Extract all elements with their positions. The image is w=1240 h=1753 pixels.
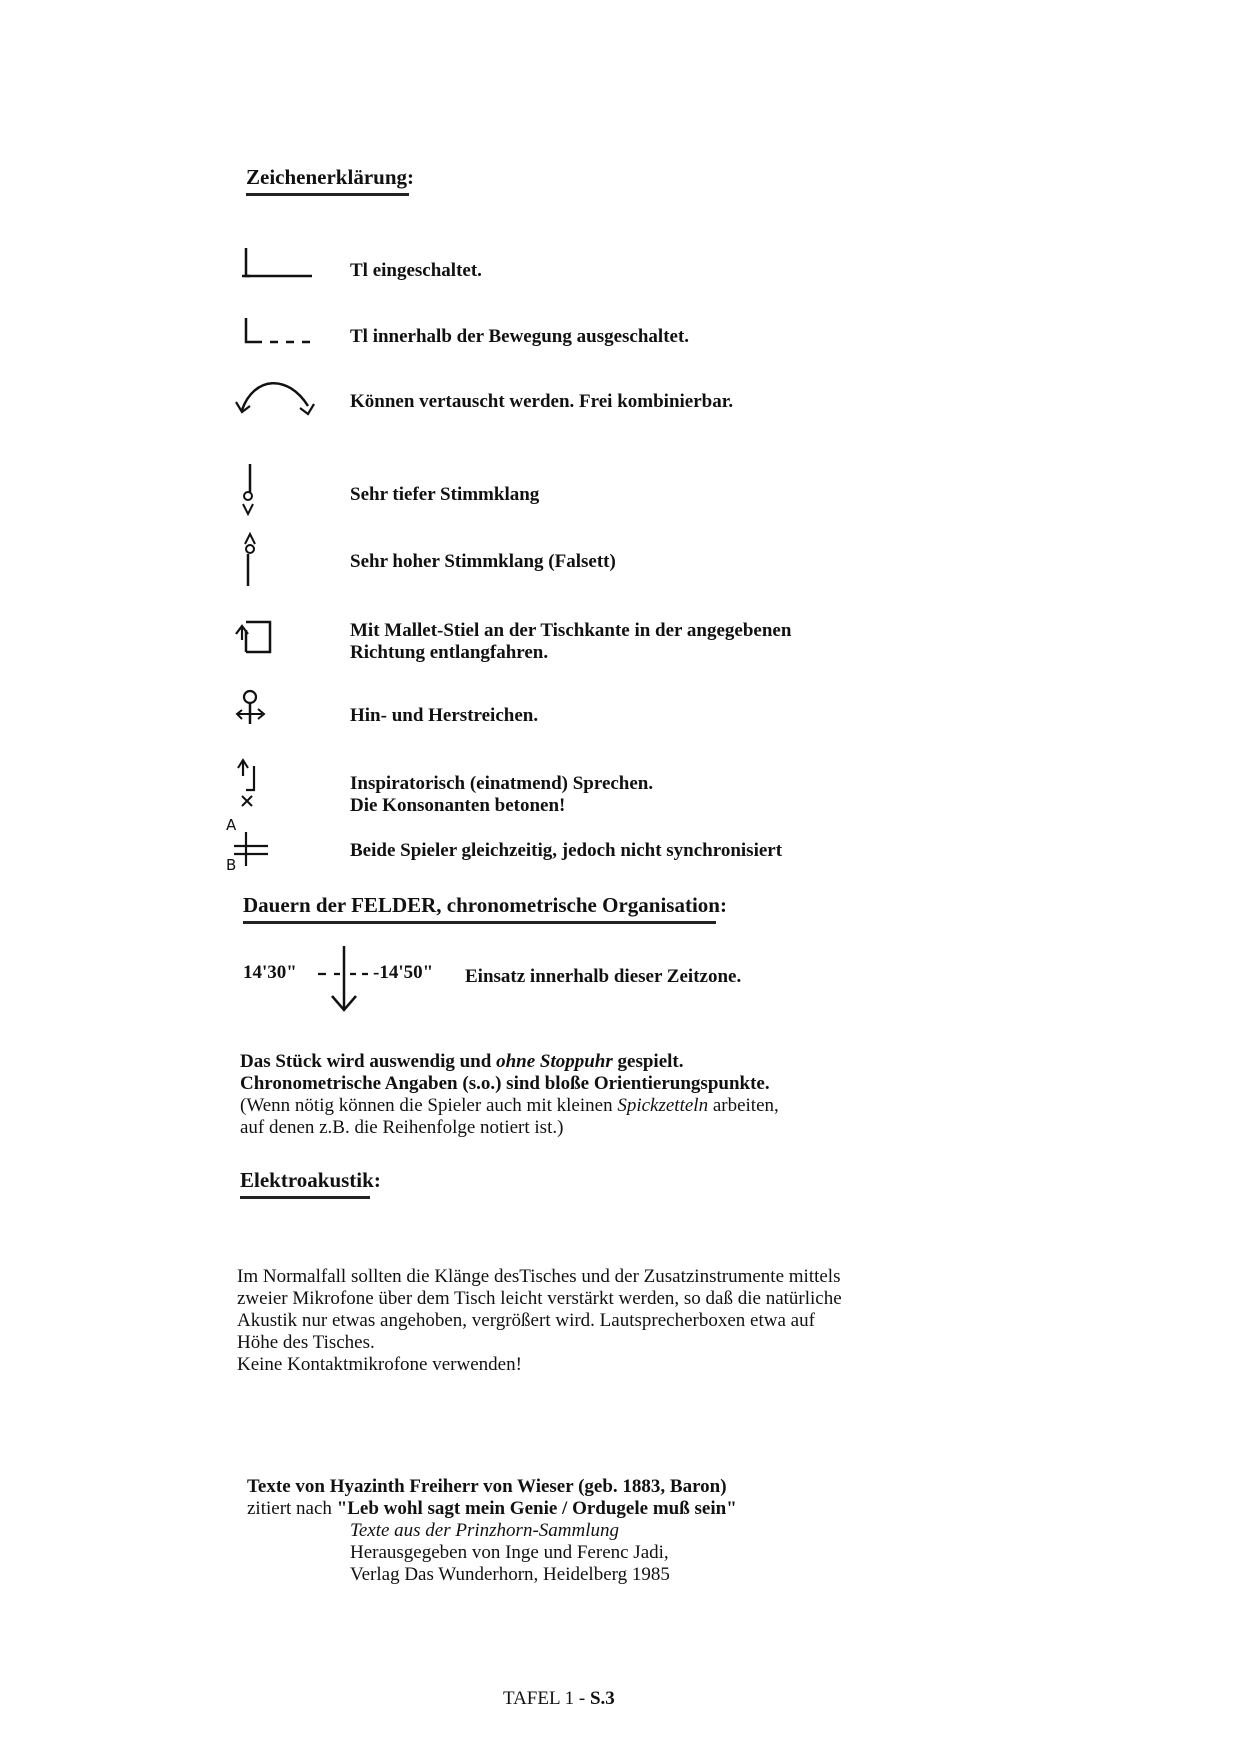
notes-line-1-b: ohne Stoppuhr <box>496 1051 613 1072</box>
tl-off-icon <box>238 316 318 348</box>
tl-on-icon <box>238 246 318 282</box>
credits-line-1: Texte von Hyazinth Freiherr von Wieser (geb. 1883, Baron) <box>247 1476 727 1497</box>
credits-line-4: Herausgegeben von Inge und Ferenc Jadi, <box>350 1542 669 1563</box>
credits-line-2-b: "Leb wohl sagt mein Genie / Ordugele muß sein" <box>336 1498 737 1519</box>
electro-heading-underline <box>240 1196 370 1199</box>
zone-end: -14'50" <box>373 962 434 983</box>
ab-mark-a: A <box>226 816 237 834</box>
legend-text-inspiratory-2: Die Konsonanten betonen! <box>350 795 566 816</box>
legend-text-inspiratory-1: Inspiratorisch (einatmend) Sprechen. <box>350 773 654 794</box>
legend-text-high-voice: Sehr hoher Stimmklang (Falsett) <box>350 551 616 572</box>
electro-line-2: zweier Mikrofone über dem Tisch leicht verstärkt werden, so daß die natürliche <box>237 1288 842 1309</box>
notes-line-1-c: gespielt. <box>612 1051 684 1072</box>
legend-text-tl-on: Tl eingeschaltet. <box>350 260 482 281</box>
footer-page: S.3 <box>589 1688 615 1709</box>
legend-text-table-edge-1: Mit Mallet-Stiel an der Tischkante in der angegebenen <box>350 620 792 641</box>
credits-line-5: Verlag Das Wunderhorn, Heidelberg 1985 <box>350 1564 670 1585</box>
ab-cross-icon <box>224 818 274 874</box>
notes-line-3-c: arbeiten, <box>708 1095 779 1116</box>
table-edge-icon <box>232 616 280 660</box>
legend-text-table-edge-2: Richtung entlangfahren. <box>350 642 549 663</box>
notes-line-1-a: Das Stück wird auswendig und <box>240 1051 497 1072</box>
page-footer <box>503 1688 615 1710</box>
low-voice-icon <box>236 462 266 518</box>
electro-line-3: Akustik nur etwas angehoben, vergrößert wird. Lautsprecherboxen etwa auf <box>237 1310 815 1331</box>
electro-line-1: Im Normalfall sollten die Klänge desTisches und der Zusatzinstrumente mittels <box>237 1266 841 1287</box>
ab-mark-b: B <box>226 856 237 874</box>
legend-heading-underline <box>246 193 409 196</box>
high-voice-icon <box>236 532 266 588</box>
notes-line-3-b: Spickzetteln <box>617 1095 709 1116</box>
electro-line-5: Keine Kontaktmikrofone verwenden! <box>237 1354 522 1375</box>
credits-line-2-a: zitiert nach <box>247 1498 337 1519</box>
durations-heading: Dauern der FELDER, chronometrische Organisation: <box>243 893 727 917</box>
inspiratory-icon <box>232 760 268 810</box>
back-forth-icon <box>232 688 272 730</box>
notes-line-1 <box>240 1051 683 1073</box>
notes-line-4: auf denen z.B. die Reihenfolge notiert ist.) <box>240 1117 564 1138</box>
zone-start: 14'30" <box>243 962 297 983</box>
notes-line-3-a: (Wenn nötig können die Spieler auch mit kleinen <box>240 1095 618 1116</box>
legend-text-ab: Beide Spieler gleichzeitig, jedoch nicht synchronisiert <box>350 840 783 861</box>
legend-text-low-voice: Sehr tiefer Stimmklang <box>350 484 540 505</box>
durations-heading-underline <box>243 921 716 924</box>
legend-text-back-forth: Hin- und Herstreichen. <box>350 705 539 726</box>
credits-line-3: Texte aus der Prinzhorn-Sammlung <box>350 1520 619 1541</box>
swap-arc-icon <box>232 376 318 416</box>
zone-desc: Einsatz innerhalb dieser Zeitzone. <box>465 966 742 987</box>
legend-text-tl-off: Tl innerhalb der Bewegung ausgeschaltet. <box>350 326 690 347</box>
electro-heading: Elektroakustik: <box>240 1168 381 1192</box>
legend-text-swap: Können vertauscht werden. Frei kombinierbar. <box>350 391 734 412</box>
legend-heading: Zeichenerklärung: <box>246 165 414 189</box>
footer-label: TAFEL 1 - <box>503 1688 590 1709</box>
notes-line-2: Chronometrische Angaben (s.o.) sind bloße Orientierungspunkte. <box>240 1073 770 1094</box>
credits-line-2 <box>247 1498 737 1520</box>
electro-line-4: Höhe des Tisches. <box>237 1332 375 1353</box>
notes-line-3 <box>240 1095 779 1117</box>
